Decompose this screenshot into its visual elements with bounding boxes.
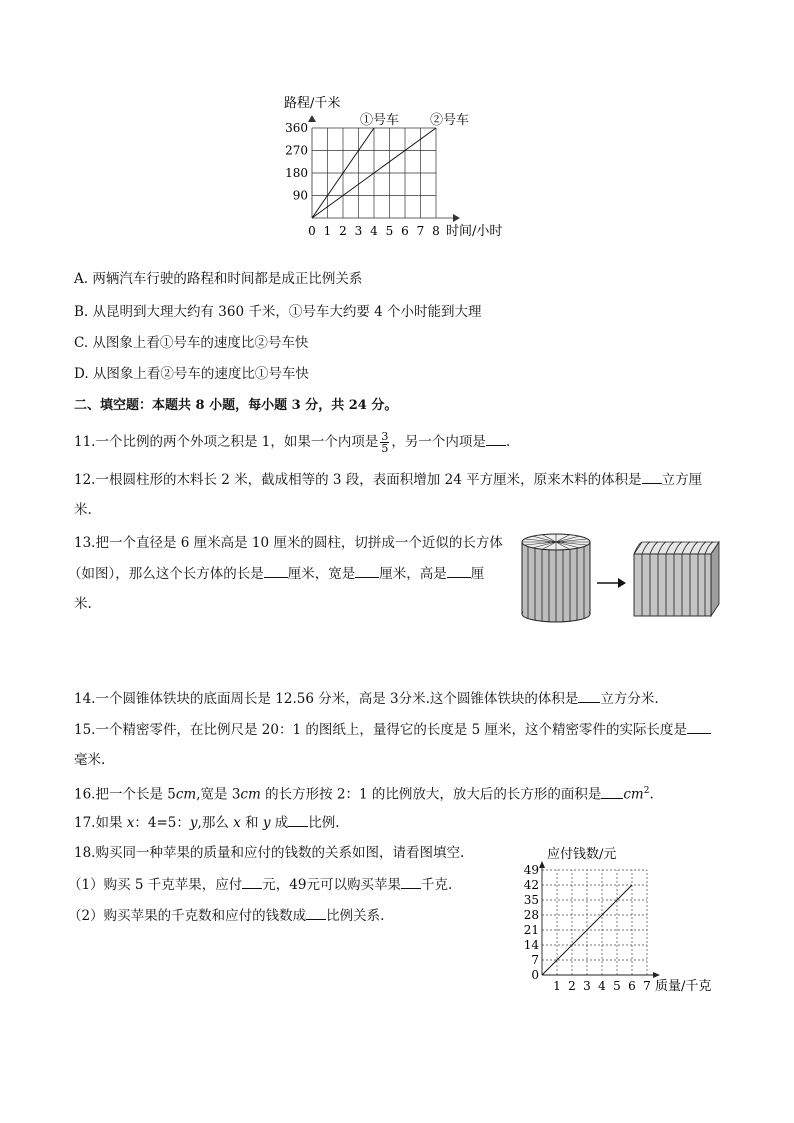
q11-text-b: ，另一个内项是 [391,434,486,450]
q18-s2a: （2）购买苹果的千克数和应付的钱数成 [68,908,307,924]
question-18-part2 [68,906,384,925]
x-tick-label: 2 [568,979,576,993]
q16-text-c: 的长方形按 2：1 的比例放大，放大后的长方形的面积是 [260,786,602,803]
chart2-title: 应付钱数/元 [547,847,617,862]
y-tick-label: 360 [285,121,308,135]
section-heading [74,397,397,415]
x-tick-label: 4 [598,979,606,993]
q17-text-d: 和 [240,815,263,831]
question-18: 18.购买同一种苹果的质量和应付的钱数的关系如图，请看图填空. [74,845,465,861]
x-tick-label: 1 [323,224,332,238]
arrow-right-icon [597,578,626,588]
answer-blank[interactable] [447,564,471,578]
q17-text-c: ,那么 [197,815,234,831]
q12-text-a: 12.一根圆柱形的木料长 2 米，截成相等的 3 段，表面积增加 24 平方厘米，原来木料的体积是 [74,472,642,488]
x-tick-label: 5 [385,224,394,238]
question-11 [74,427,510,457]
y-tick-label: 270 [285,143,308,158]
question-17 [74,813,340,832]
q17-text-b: ：4=5： [134,815,190,831]
q16-text-a: 16.把一个长是 5 [74,786,176,803]
q16-text-end: . [649,786,654,803]
x-tick-label: 6 [628,979,636,993]
q13-text-b3: 厘米，高是 [379,566,447,582]
question-13-cont: 米. [74,596,92,612]
q15-text-a: 15.一个精密零件，在比例尺是 20：1 的图纸上，量得它的长度是 5 厘米，这个精密零件的实际长度是 [74,722,687,738]
section-heading-text: 本题共 8 小题，每小题 3 分，共 24 分。 [152,398,398,413]
chart1-x-axis-label: 时间/小时 [446,224,503,239]
answer-blank[interactable] [578,689,600,703]
q17-text-a: 17.如果 [74,815,127,831]
q11-numerator: 3 [381,430,389,443]
chart1-y-arrow [308,115,316,122]
answer-blank[interactable] [642,470,662,484]
q16-unit-2: cm [240,786,261,803]
question-15-cont: 毫米. [74,752,106,768]
x-tick-label: 4 [370,224,378,238]
y-tick-label: 180 [285,166,308,180]
x-tick-label: 3 [583,979,591,993]
q17-var-x2: x [233,815,241,831]
question-15 [74,720,711,739]
answer-blank[interactable] [601,785,623,799]
answer-blank[interactable] [687,720,711,734]
q18-s2b: 比例关系. [326,908,385,924]
y-tick-label: 90 [292,188,308,203]
answer-blank[interactable] [242,875,262,889]
q18-s1a: （1）购买 5 千克苹果，应付 [68,877,243,893]
y-tick-label: 14 [523,938,539,952]
distance-time-chart [270,90,520,250]
q18-s1b: 元，49元可以购买苹果 [262,877,401,893]
chart1-title: 路程/千米 [284,96,341,111]
q17-var-y2: y [262,815,271,831]
y-tick-label: 0 [531,968,539,982]
x-tick-label: 6 [401,224,409,238]
series-label-car1: ①号车 [360,113,400,128]
q17-var-x: x [126,815,135,831]
x-tick-label: 1 [553,979,561,993]
q18-s1c: 千克. [420,877,453,893]
x-tick-label: 7 [643,979,651,993]
x-tick-label: 5 [613,979,621,993]
cuboid-icon [634,542,719,616]
q11-denominator: 5 [381,442,389,455]
y-tick-label: 49 [523,863,539,877]
option-d: D. 从图象上看②号车的速度比①号车快 [74,366,309,382]
x-tick-label: 2 [339,224,347,238]
question-13-line2 [68,564,484,583]
question-16 [74,782,654,804]
q16-unit-3: cm [623,786,644,803]
answer-blank[interactable] [401,875,421,889]
answer-blank[interactable] [264,564,288,578]
option-a: A. 两辆汽车行驶的路程和时间都是成正比例关系 [74,271,363,287]
q11-text-a: 11.一个比例的两个外项之积是 1，如果一个内项是 [74,434,379,450]
cylinder-icon [522,534,590,622]
section-heading-prefix: 二、填空题： [74,398,153,413]
chart2-y-arrow [539,861,545,868]
chart1-x-arrow [453,214,460,222]
q13-text-b1: （如图），那么这个长方体的长是 [68,566,264,582]
q17-text-e: 成 [270,815,289,831]
x-tick-label: 3 [354,224,363,238]
y-tick-label: 42 [523,878,539,892]
question-12-cont: 米. [74,502,92,518]
q17-var-y: y [189,815,198,831]
q16-unit-1: cm [175,786,197,803]
question-13: 13.把一个直径是 6 厘米高是 10 厘米的圆柱，切拼成一个近似的长方体 [74,535,503,551]
option-b: B. 从昆明到大理大约有 360 千米，①号车大约要 4 个小时能到大理 [74,304,482,320]
q14-text-b: 立方分米. [600,691,659,707]
q14-text-a: 14.一个圆锥体铁块的底面周长是 12.56 分米，高是 3分米.这个圆锥体铁块的体积是 [74,691,579,707]
cylinder-to-cuboid-figure [515,528,725,628]
q12-text-b: 立方厘 [661,472,703,488]
question-12 [74,470,702,489]
q13-text-b4: 厘 [470,566,485,582]
series-label-car2: ②号车 [430,113,470,128]
question-18-part1 [68,875,452,894]
answer-blank[interactable] [355,564,379,578]
chart2-x-arrow [653,972,660,978]
y-tick-label: 35 [523,893,539,907]
question-14 [74,689,659,708]
x-tick-label: 0 [308,224,316,238]
q13-text-b2: 厘米，宽是 [287,566,356,582]
y-tick-label: 21 [523,923,539,937]
option-c: C. 从图象上看①号车的速度比②号车快 [74,335,309,351]
y-tick-label: 28 [523,908,539,922]
q11-text-end: . [505,434,511,450]
chart2-x-axis-label: 质量/千克 [655,979,712,994]
answer-blank[interactable] [306,906,326,920]
q16-superscript: 2 [643,786,650,796]
money-weight-chart [505,838,735,998]
y-tick-label: 7 [531,953,539,967]
answer-blank[interactable] [486,432,506,446]
x-tick-label: 8 [432,224,440,238]
q17-text-f: 比例. [308,815,340,831]
x-tick-label: 7 [416,224,425,238]
q16-text-b: ,宽是 3 [196,786,241,803]
answer-blank[interactable] [288,813,308,827]
q11-fraction [380,431,389,454]
